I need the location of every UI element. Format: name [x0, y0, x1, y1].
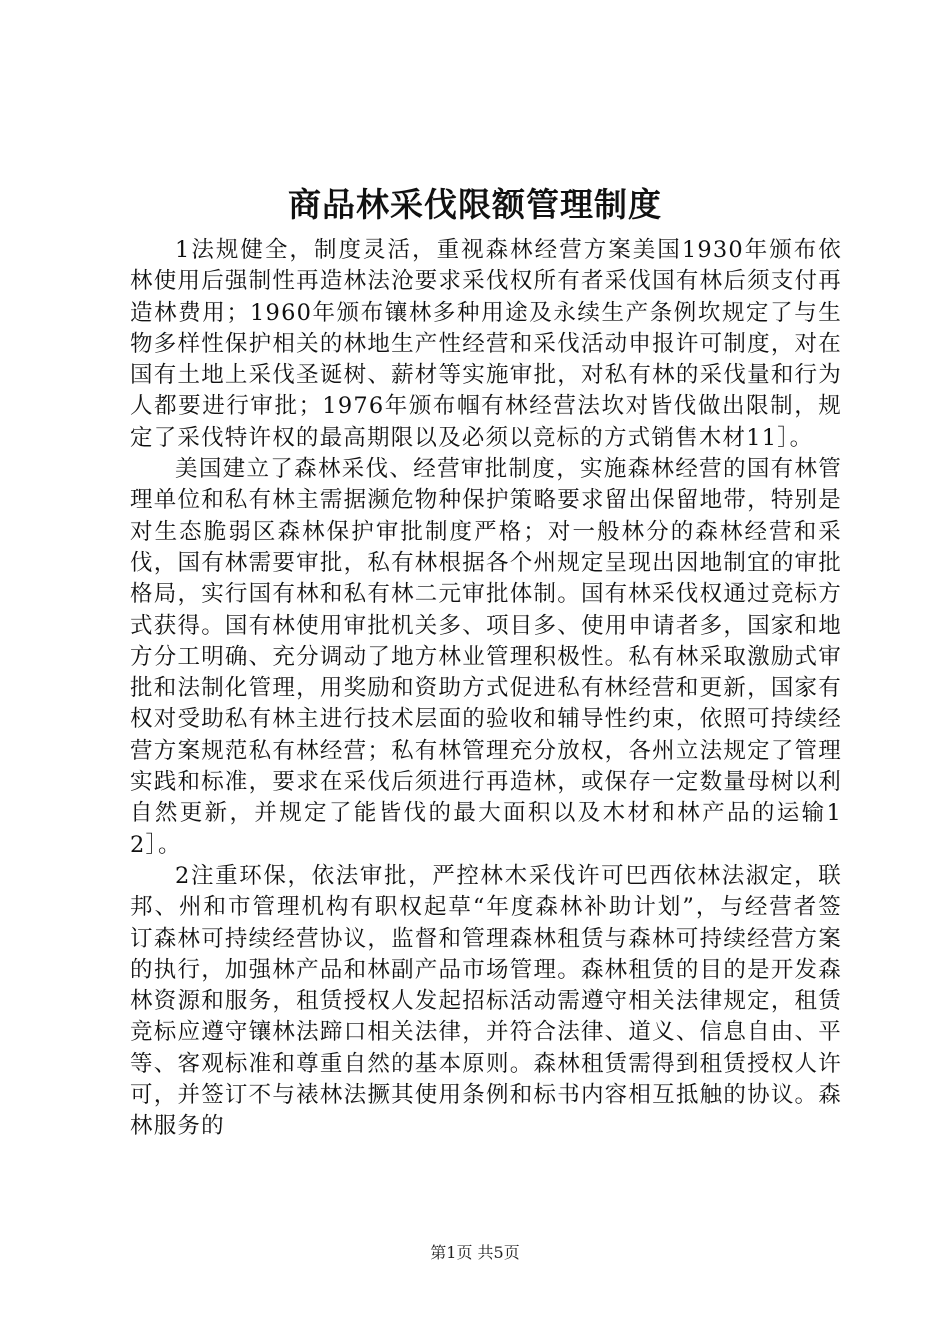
document-title: 商品林采伐限额管理制度	[288, 185, 662, 224]
paragraph-1: 1法规健全，制度灵活，重视森林经营方案美国1930年颁布依林使用后强制性再造林法沧要求采伐权所有者采伐国有林后须支付再造林费用；1960年颁布镶林多种用途及永续生产条例坎规定了与生物多样性保护相关的林地生产性经营和采伐活动申报许可制度，对在国有土地上采伐圣诞树、薪材等实施审批，对私有林的采伐量和行为人都要进行审批；1976年颁布帼有林经营法坎对皆伐做出限制，规定了采伐特许权的最高期限以及必须以竞标的方式销售木材11］。	[130, 237, 842, 451]
document-body	[130, 235, 842, 1143]
paragraph-3: 2注重环保，依法审批，严控林木采伐许可巴西依林法淑定，联邦、州和市管理机构有职权起草“年度森林补助计划”，与经营者签订森林可持续经营协议，监督和管理森林租赁与森林可持续经营方案的执行，加强林产品和林副产品市场管理。森林租赁的目的是开发森林资源和服务，租赁授权人发起招标活动需遵守相关法律规定，租赁竞标应遵守镶林法蹄口相关法律，并符合法律、道义、信息自由、平等、客观标准和尊重自然的基本原则。森林租赁需得到租赁授权人许可，并签订不与裱林法撅其使用条例和标书内容相互抵触的协议。森林服务的	[130, 862, 842, 1140]
page-number-footer: 第1页 共5页	[430, 1243, 520, 1262]
paragraph-2: 美国建立了森林采伐、经营审批制度，实施森林经营的国有林管理单位和私有林主需据濒危物种保护策略要求留出保留地带，特别是对生态脆弱区森林保护审批制度严格；对一般林分的森林经营和采伐，国有林需要审批，私有林根据各个州规定呈现出因地制宜的审批格局，实行国有林和私有林二元审批体制。国有林采伐权通过竞标方式获得。国有林使用审批机关多、项目多、使用申请者多，国家和地方分工明确、充分调动了地方林业管理积极性。私有林采取激励式审批和法制化管理，用奖励和资助方式促进私有林经营和更新，国家有权对受助私有林主进行技术层面的验收和辅导性约束，依照可持续经营方案规范私有林经营；私有林管理充分放权，各州立法规定了管理实践和标准，要求在采伐后须进行再造林，或保存一定数量母树以利自然更新，并规定了能皆伐的最大面积以及木材和林产品的运输12］。	[130, 456, 842, 858]
